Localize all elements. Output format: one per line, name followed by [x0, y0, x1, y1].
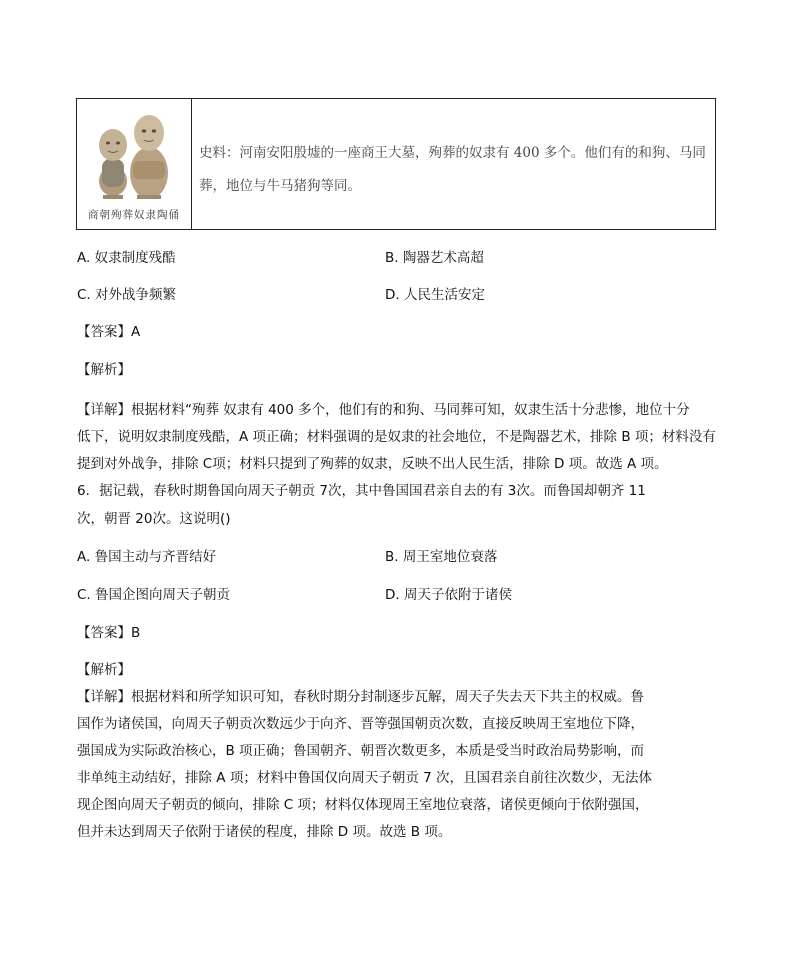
analysis-label: 【解析】 — [77, 362, 131, 378]
answer-label: 【答案】A — [77, 324, 141, 340]
option-c: C. 对外战争频繁 — [77, 287, 177, 303]
option-c: C. 鲁国企图向周天子朝贡 — [77, 587, 231, 603]
option-b: B. 周王室地位衰落 — [385, 549, 498, 565]
option-d: D. 周天子依附于诸侯 — [385, 587, 512, 603]
detail-line: 【详解】根据材料和所学知识可知，春秋时期分封制逐步瓦解，周天子失去天下共主的权威。鲁 — [77, 689, 644, 705]
option-a: A. 鲁国主动与齐晋结好 — [77, 549, 217, 565]
detail-line: 现企图向周天子朝贡的倾向，排除 C 项；材料仅体现周王室地位衰落，诸侯更倾向于依附强国， — [77, 797, 649, 813]
detail-line: 【详解】根据材料“殉葬 奴隶有 400 多个，他们有的和狗、马同葬可知，奴隶生活十分悲惨，地位十分 — [77, 402, 690, 418]
option-b: B. 陶器艺术高超 — [385, 250, 484, 266]
detail-line: 低下，说明奴隶制度残酷，A 项正确；材料强调的是奴隶的社会地位，不是陶器艺术，排除 B 项；材料没有 — [77, 429, 716, 445]
pottery-figurines-image — [77, 99, 191, 207]
analysis-label: 【解析】 — [77, 662, 131, 678]
answer-label: 【答案】B — [77, 625, 141, 641]
material-table — [76, 98, 716, 230]
option-a: A. 奴隶制度残酷 — [77, 250, 176, 266]
table-divider — [191, 99, 192, 229]
question-stem: 6．据记载，春秋时期鲁国向周天子朝贡 7次，其中鲁国国君亲自去的有 3次。而鲁国却朝齐 11 — [77, 483, 646, 499]
figure-caption: 商朝殉葬奴隶陶俑 — [88, 209, 180, 221]
option-d: D. 人民生活安定 — [385, 287, 485, 303]
detail-line: 国作为诸侯国，向周天子朝贡次数远少于向齐、晋等强国朝贡次数，直接反映周王室地位下降， — [77, 716, 644, 732]
material-text-line: 葬，地位与牛马猪狗等同。 — [199, 178, 361, 194]
detail-line: 非单纯主动结好，排除 A 项；材料中鲁国仅向周天子朝贡 7 次，且国君亲自前往次数少，无法体 — [77, 770, 652, 786]
detail-line: 提到对外战争，排除 C项；材料只提到了殉葬的奴隶，反映不出人民生活，排除 D 项。故选 A 项。 — [77, 456, 668, 472]
figurine-figure — [77, 99, 191, 229]
material-text-line: 史料：河南安阳殷墟的一座商王大墓，殉葬的奴隶有 400 多个。他们有的和狗、马同 — [199, 145, 706, 161]
detail-line: 强国成为实际政治核心，B 项正确；鲁国朝齐、朝晋次数更多，本质是受当时政治局势影响，而 — [77, 743, 645, 759]
detail-line: 但并未达到周天子依附于诸侯的程度，排除 D 项。故选 B 项。 — [77, 824, 452, 840]
question-stem: 次，朝晋 20次。这说明() — [77, 511, 231, 527]
